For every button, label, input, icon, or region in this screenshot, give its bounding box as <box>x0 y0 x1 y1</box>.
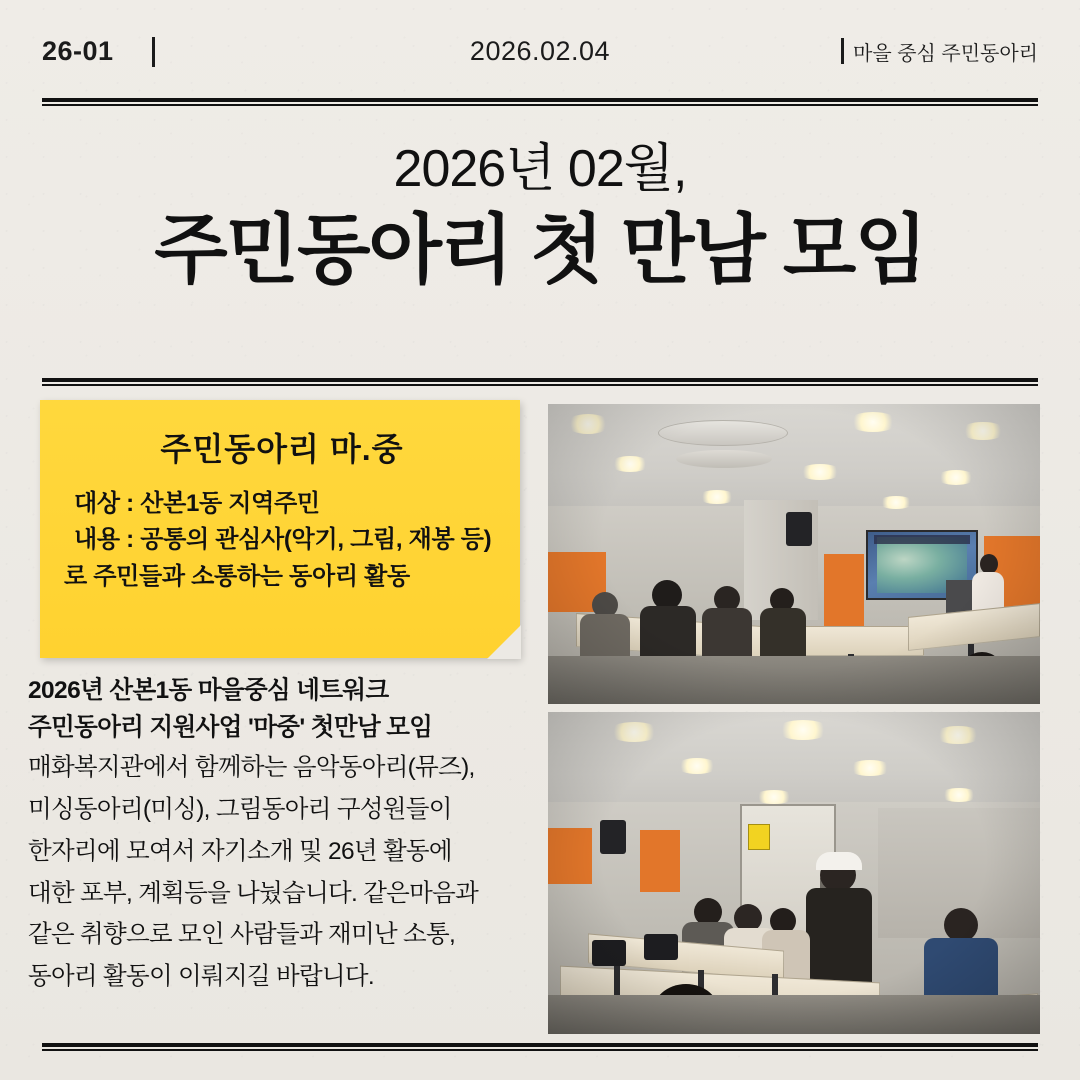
note-line-target: 대상 : 산본1동 지역주민 <box>74 490 320 517</box>
photo1-vignette <box>548 404 1040 704</box>
header-bar <box>42 28 1038 74</box>
body-strong-line-2: 주민동아리 지원사업 '마중' 첫만남 모임 <box>28 714 433 742</box>
brand-label: 마을 중심 주민동아리 <box>853 42 1038 65</box>
photo-meeting-room-presentation <box>548 404 1040 704</box>
rule-middle <box>42 378 1038 386</box>
body-paragraph-line-3: 한자리에 모여서 자기소개 및 26년 활동에 <box>28 837 452 865</box>
sticky-note <box>40 400 520 658</box>
body-copy <box>28 672 540 997</box>
brand-wrap <box>841 37 1038 66</box>
note-line-content: 내용 : 공통의 관심사(악기, 그림, 재봉 등) <box>74 526 492 554</box>
page-subtitle: 2026년 02월, <box>393 140 687 198</box>
photo2-vignette <box>548 712 1040 1034</box>
photo-meeting-room-introduction <box>548 712 1040 1034</box>
rule-bottom <box>42 1043 1038 1051</box>
body-paragraph-line-6: 동아리 활동이 이뤄지길 바랍니다. <box>28 962 374 990</box>
body-paragraph-line-1: 매화복지관에서 함께하는 음악동아리(뮤즈), <box>28 754 475 782</box>
body-strong-line-1: 2026년 산본1동 마을중심 네트워크 <box>28 677 389 704</box>
body-paragraph-line-5: 같은 취향으로 모인 사람들과 재미난 소통, <box>28 921 456 949</box>
issue-number: 26-01 <box>42 35 114 66</box>
header-divider-right <box>841 38 844 64</box>
note-line-content-cont: 로 주민들과 소통하는 동아리 활동 <box>64 562 410 590</box>
body-paragraph-line-2: 미싱동아리(미싱), 그림동아리 구성원들이 <box>28 796 452 824</box>
body-paragraph-line-4: 대한 포부, 계획등을 나눴습니다. 같은마음과 <box>28 879 479 907</box>
publish-date: 2026.02.04 <box>469 35 611 66</box>
note-title: 주민동아리 마.중 <box>160 431 404 467</box>
rule-top <box>42 98 1038 106</box>
page-title: 주민동아리 첫 만남 모임 <box>154 207 926 293</box>
title-block <box>0 140 1080 295</box>
